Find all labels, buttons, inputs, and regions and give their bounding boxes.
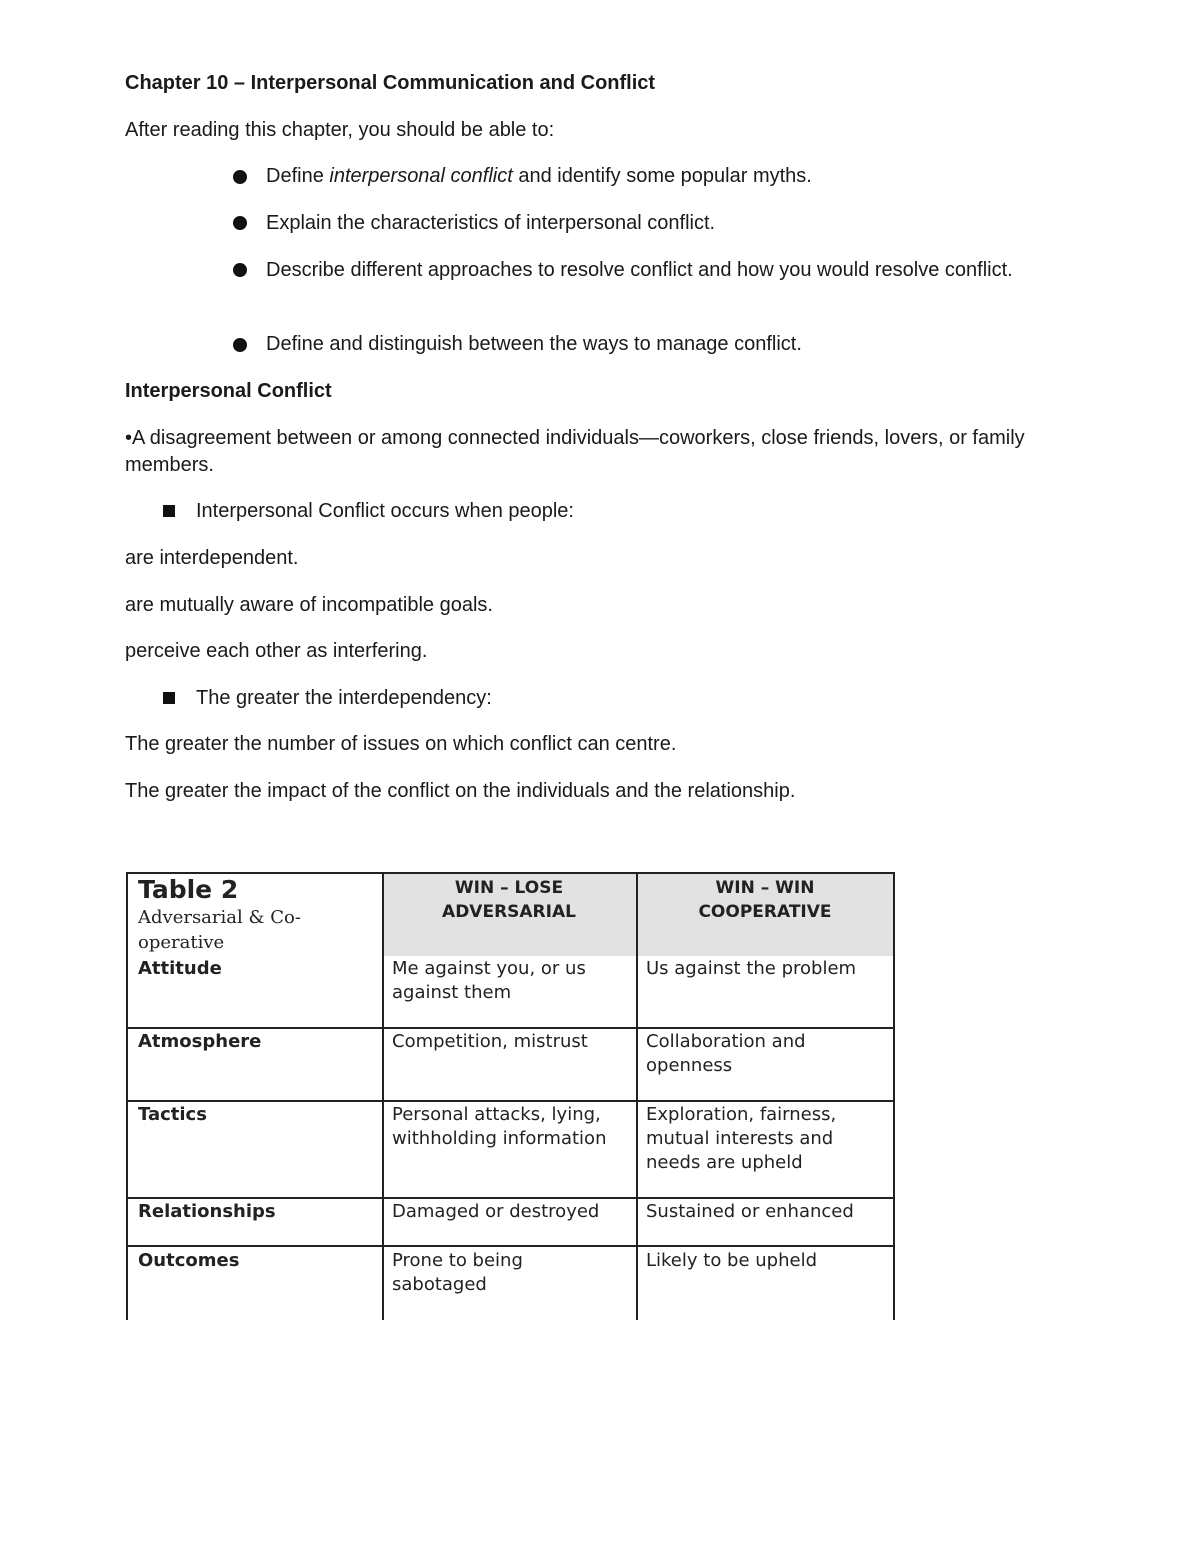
definition-text: •A disagreement between or among connected individuals—coworkers, close friends, lovers, or family members.	[125, 427, 1025, 476]
cell-relationships-adversarial: Damaged or destroyed	[392, 1201, 600, 1222]
condition-3: perceive each other as interfering.	[125, 640, 428, 662]
bullet-dot-icon	[233, 216, 247, 230]
comparison-table	[126, 872, 895, 1320]
objective-3: Describe different approaches to resolve conflict and how you would resolve conflict.	[266, 259, 1013, 281]
greater-2: The greater the impact of the conflict on the individuals and the relationship.	[125, 780, 796, 802]
col-header-adversarial: WIN – LOSE ADVERSARIAL	[442, 878, 576, 922]
sub-bullet-1: Interpersonal Conflict occurs when people:	[196, 500, 574, 522]
cell-attitude-adversarial: Me against you, or us against them	[392, 958, 586, 1003]
row-label-relationships: Relationships	[138, 1201, 276, 1222]
condition-1: are interdependent.	[125, 547, 299, 569]
sub-bullet-2: The greater the interdependency:	[196, 687, 492, 709]
bullet-dot-icon	[233, 170, 247, 184]
table-title-cell	[138, 875, 378, 955]
objective-2: Explain the characteristics of interpersonal conflict.	[266, 212, 716, 234]
condition-2: are mutually aware of incompatible goals.	[125, 594, 493, 616]
cell-atmosphere-cooperative: Collaboration and openness	[646, 1031, 806, 1076]
section-heading: Interpersonal Conflict	[125, 380, 332, 402]
cell-atmosphere-adversarial: Competition, mistrust	[392, 1031, 588, 1052]
row-label-outcomes: Outcomes	[138, 1250, 240, 1271]
row-label-attitude: Attitude	[138, 958, 222, 979]
objective-4: Define and distinguish between the ways to manage conflict.	[266, 333, 802, 355]
cell-tactics-adversarial: Personal attacks, lying, withholding information	[392, 1104, 607, 1149]
cell-outcomes-cooperative: Likely to be upheld	[646, 1250, 818, 1271]
bullet-square-icon	[163, 692, 175, 704]
col-header-cooperative: WIN – WIN COOPERATIVE	[698, 878, 832, 922]
bullet-dot-icon	[233, 263, 247, 277]
bullet-dot-icon	[233, 338, 247, 352]
table-subtitle: Adversarial & Co-operative	[138, 907, 301, 953]
bullet-square-icon	[163, 505, 175, 517]
chapter-title: Chapter 10 – Interpersonal Communication and Conflict	[125, 72, 656, 94]
greater-1: The greater the number of issues on which conflict can centre.	[125, 733, 677, 755]
row-label-tactics: Tactics	[138, 1104, 207, 1125]
objective-1: Define interpersonal conflict and identify some popular myths.	[266, 165, 812, 187]
intro-text: After reading this chapter, you should be able to:	[125, 119, 555, 141]
cell-outcomes-adversarial: Prone to being sabotaged	[392, 1250, 523, 1295]
table-title: Table 2	[138, 875, 239, 904]
cell-tactics-cooperative: Exploration, fairness, mutual interests and needs are upheld	[646, 1104, 837, 1173]
cell-attitude-cooperative: Us against the problem	[646, 958, 857, 979]
row-label-atmosphere: Atmosphere	[138, 1031, 262, 1052]
cell-relationships-cooperative: Sustained or enhanced	[646, 1201, 854, 1222]
